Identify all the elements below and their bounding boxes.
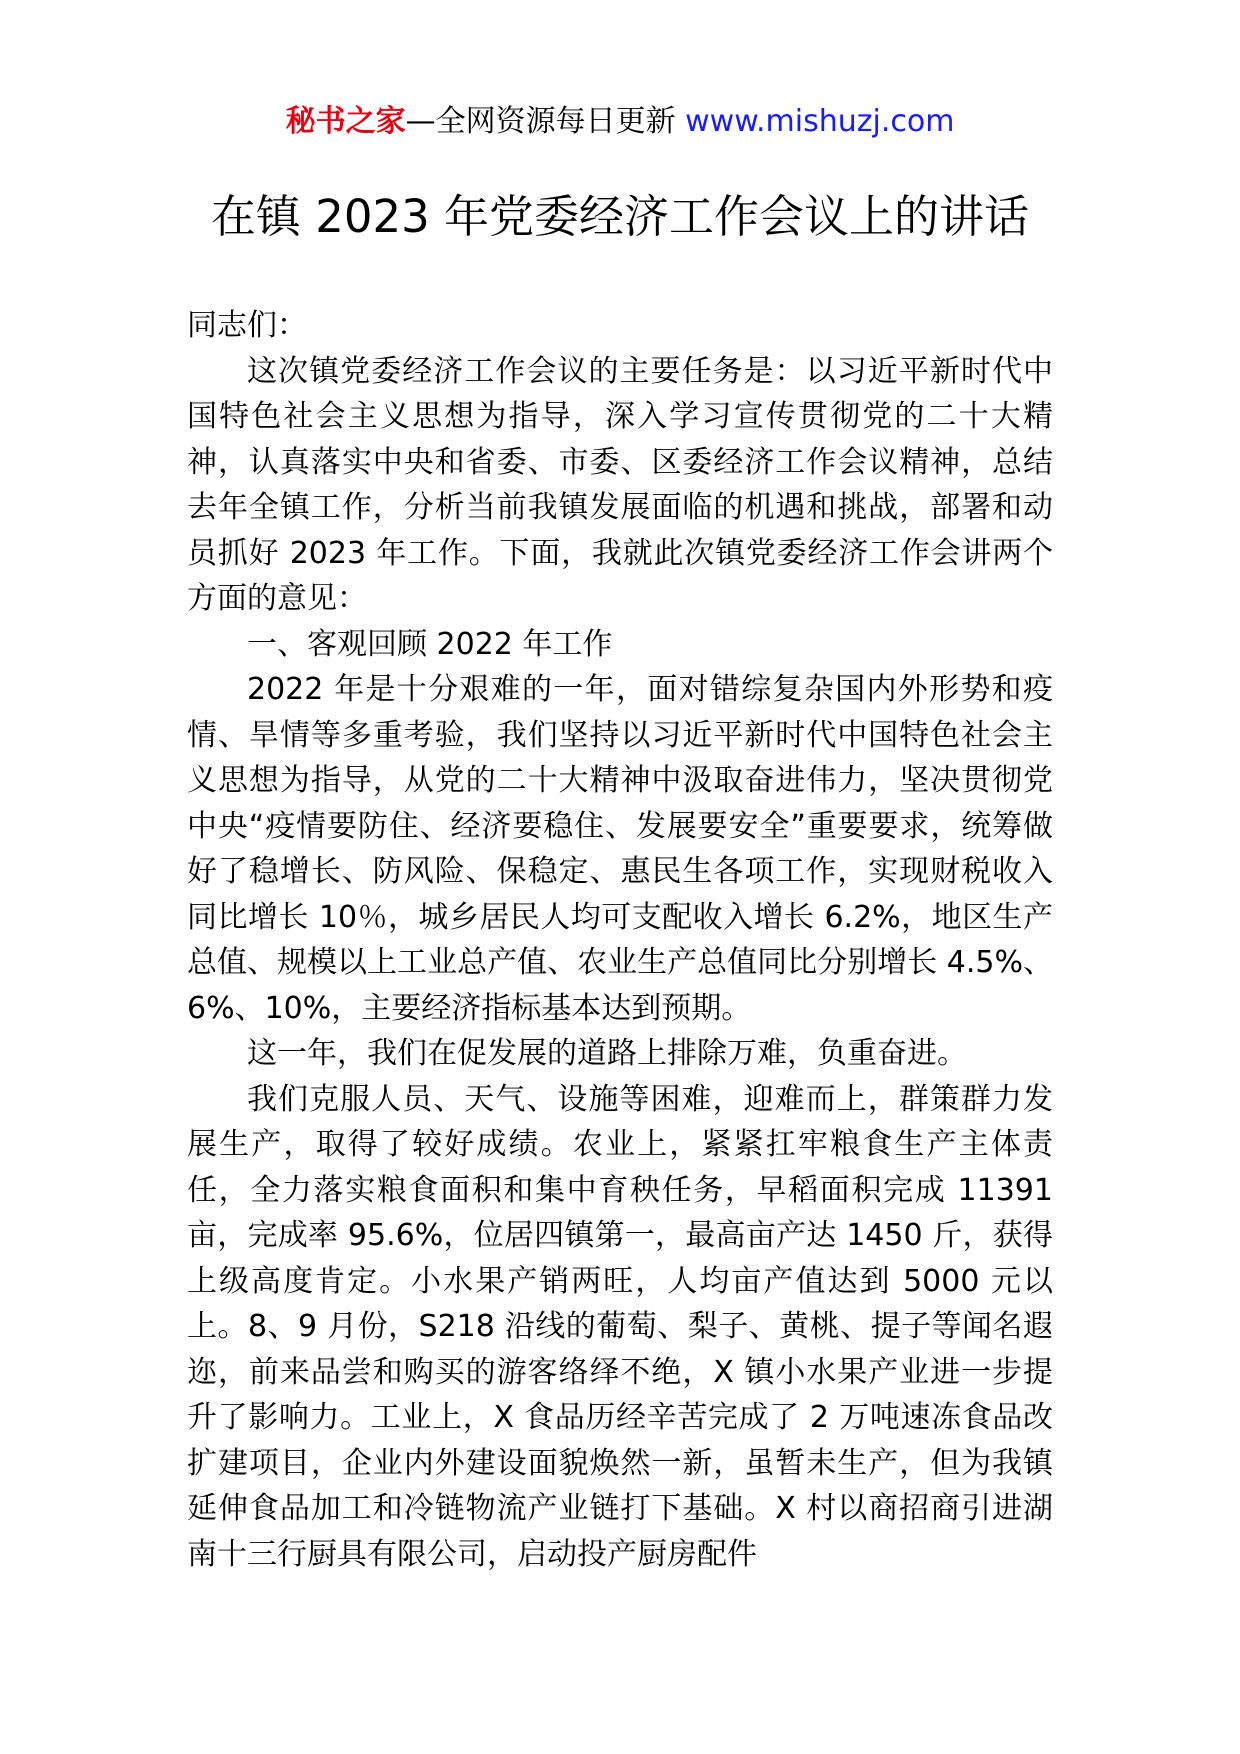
document-title: 在镇 2023 年党委经济工作会议上的讲话 [210,190,1030,243]
paragraph-production: 我们克服人员、天气、设施等困难，迎难而上，群策群力发展生产，取得了较好成绩。农业上，紧紧扛牢粮食生产主体责任，全力落实粮食面积和集中育秧任务，早稻面积完成 11391 亩，完成率 95.6%，位居四镇第一，最高亩产达 1450 斤，获得上级高度肯定。小水果产销两旺，人均亩产值达到 5000 元以上。8、9 月份，S218 沿线的葡萄、梨子、黄桃、提子等闻名遐迩，前来品尝和购买的游客络绎不绝，X 镇小水果产业进一步提升了影响力。工业上，X 食品历经辛苦完成了 2 万吨速冻食品改扩建项目，企业内外建设面貌焕然一新，虽暂未生产，但为我镇延伸食品加工和冷链物流产业链打下基础。X 村以商招商引进湖南十三行厨具有限公司，启动投产厨房配件 [187,1081,1053,1572]
paragraph-2022-overview: 2022 年是十分艰难的一年，面对错综复杂国内外形势和疫情、旱情等多重考验，我们坚持以习近平新时代中国特色社会主义思想为指导，从党的二十大精神中汲取奋进伟力，坚决贯彻党中央“疫情要防住、经济要稳住、发展要安全”重要要求，统筹做好了稳增长、防风险、保稳定、惠民生各项工作，实现财税收入同比增长 10％，城乡居民人均可支配收入增长 6.2%，地区生产总值、规模以上工业总产值、农业生产总值同比分别增长 4.5%、6%、10%，主要经济指标基本达到预期。 [187,672,1053,1026]
site-header [0,100,1240,144]
section-heading-1: 一、客观回顾 2022 年工作 [247,626,613,662]
brand-name: 秘书之家 [285,104,406,139]
site-url-link[interactable]: www.mishuzj.com [685,104,955,139]
paragraph-summary-line: 这一年，我们在促发展的道路上排除万难，负重奋进。 [247,1036,967,1071]
header-tagline: —全网资源每日更新 [405,104,686,139]
document-body [187,303,1053,1577]
salutation: 同志们： [187,308,307,343]
paragraph-intro: 这次镇党委经济工作会议的主要任务是：以习近平新时代中国特色社会主义思想为指导，深入学习宣传贯彻党的二十大精神，认真落实中央和省委、市委、区委经济工作会议精神，总结去年全镇工作，分析当前我镇发展面临的机遇和挑战，部署和动员抓好 2023 年工作。下面，我就此次镇党委经济工作会讲两个方面的意见： [187,353,1053,616]
